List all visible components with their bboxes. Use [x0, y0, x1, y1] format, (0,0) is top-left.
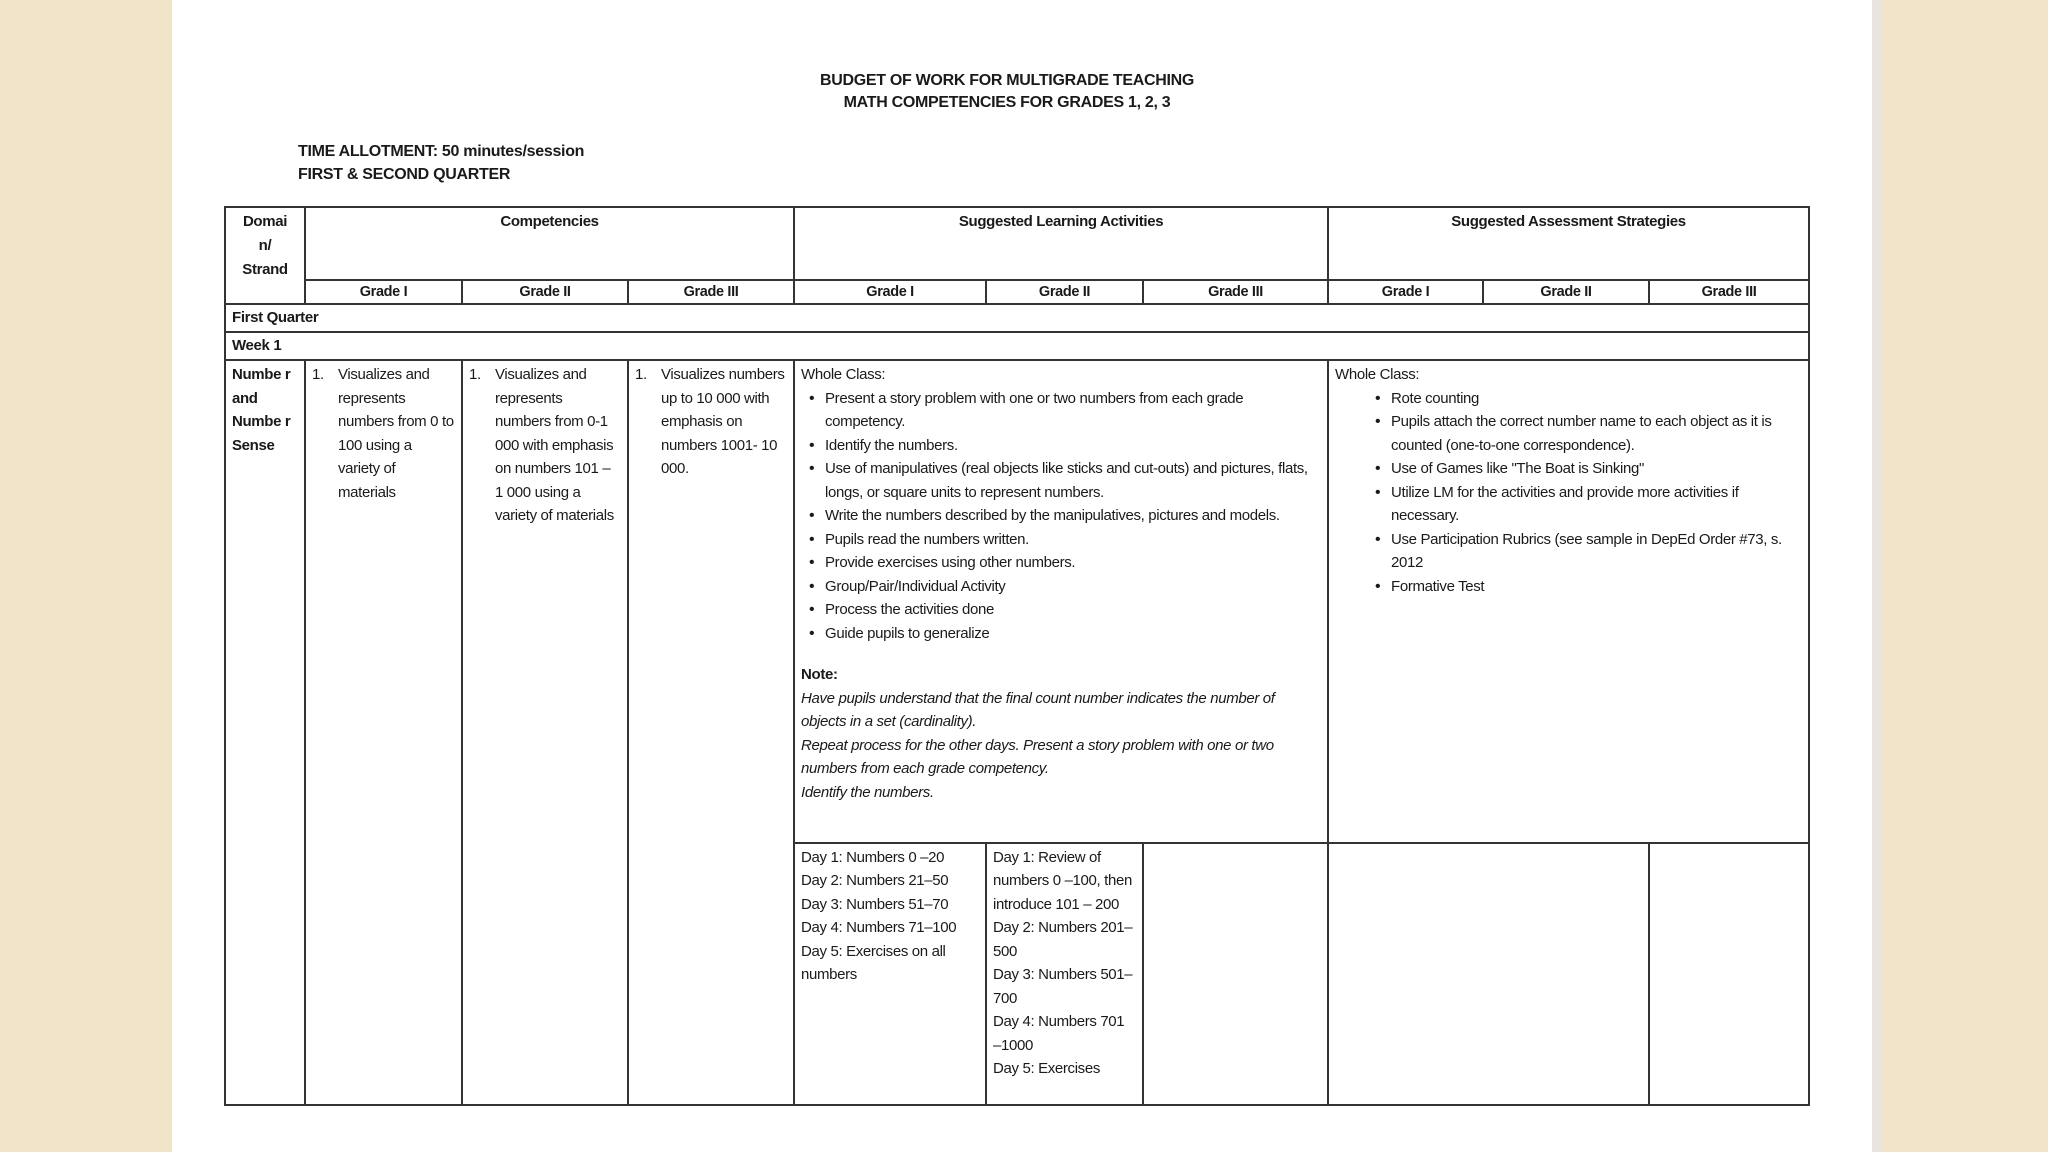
- competency-number: 1.: [635, 366, 647, 384]
- list-item: • Use of Games like "The Boat is Sinking": [1375, 457, 1802, 481]
- header-assessment: Suggested Assessment Strategies: [1328, 207, 1809, 280]
- page-edge: [1872, 0, 1882, 1152]
- day-entry: Day 4: Numbers 71–100: [801, 919, 957, 937]
- list-item: • Use Participation Rubrics (see sample in DepEd Order #73, s. 2012: [1375, 528, 1802, 575]
- day-plan-grade-3: [1143, 843, 1328, 1105]
- list-item: • Pupils read the numbers written.: [809, 528, 1321, 552]
- list-item: • Formative Test: [1375, 575, 1802, 599]
- header-competencies: Competencies: [305, 207, 794, 280]
- day-entry: Day 2: Numbers 201–500: [993, 919, 1133, 960]
- day-entry: Day 5: Exercises on all numbers: [801, 942, 946, 984]
- day-entry: Day 3: Numbers 501–700: [993, 966, 1133, 1007]
- list-item: • Write the numbers described by the manipulatives, pictures and models.: [809, 504, 1321, 528]
- day-plan-grade-1: [794, 843, 986, 1105]
- competency-grade-3: [628, 360, 794, 1105]
- competency-number: 1.: [469, 366, 481, 384]
- list-item: • Rote counting: [1375, 387, 1802, 411]
- first-quarter-row: First Quarter: [225, 304, 1809, 332]
- assessment-heading: Whole Class:: [1335, 366, 1420, 384]
- day-entry: Day 1: Review of numbers 0 –100, then introduce 101 – 200: [993, 848, 1132, 913]
- grade-header: Grade I: [1328, 280, 1483, 304]
- list-item: • Provide exercises using other numbers.: [809, 551, 1321, 575]
- grade-header: Grade II: [986, 280, 1143, 304]
- list-item: • Pupils attach the correct number name to each object as it is counted (one-to-one correspondence).: [1375, 410, 1802, 457]
- activities-list: [801, 387, 1321, 646]
- title-line-1: BUDGET OF WORK FOR MULTIGRADE TEACHING: [819, 72, 1195, 89]
- list-item: • Use of manipulatives (real objects like sticks and cut-outs) and pictures, flats, longs, or square units to represent numbers.: [809, 457, 1321, 504]
- competency-text: Visualizes and represents numbers from 0 to 100 using a variety of materials: [338, 366, 454, 501]
- assessment-blank-cell: [1649, 843, 1809, 1105]
- competency-text: Visualizes numbers up to 10 000 with emphasis on numbers 1001- 10 000.: [661, 366, 785, 478]
- grade-header: Grade III: [1143, 280, 1328, 304]
- title-line-2: MATH COMPETENCIES FOR GRADES 1, 2, 3: [843, 94, 1171, 111]
- list-item: • Present a story problem with one or two numbers from each grade competency.: [809, 387, 1321, 434]
- day-entry: Day 5: Exercises: [993, 1060, 1100, 1078]
- note-text: Identify the numbers.: [801, 783, 934, 801]
- grade-header: Grade III: [1649, 280, 1809, 304]
- day-entry: Day 3: Numbers 51–70: [801, 895, 949, 913]
- list-item: • Group/Pair/Individual Activity: [809, 575, 1321, 599]
- grade-header: Grade I: [305, 280, 462, 304]
- grade-header: Grade I: [794, 280, 986, 304]
- assessment-strategies-cell: [1328, 360, 1809, 842]
- note-text: Have pupils understand that the final count number indicates the number of objects in a set (cardinality).: [801, 689, 1275, 731]
- week-row: Week 1: [225, 332, 1809, 360]
- grade-header: Grade II: [1483, 280, 1649, 304]
- grade-header: Grade II: [462, 280, 628, 304]
- header-domain: Domai n/ Strand: [225, 207, 305, 304]
- quarter-span: FIRST & SECOND QUARTER: [298, 166, 511, 183]
- assessment-blank-cell: [1328, 843, 1649, 1105]
- activities-heading: Whole Class:: [801, 366, 886, 384]
- header-activities: Suggested Learning Activities: [794, 207, 1328, 280]
- grade-header: Grade III: [628, 280, 794, 304]
- competency-grade-2: [462, 360, 628, 1105]
- assessment-list: [1335, 387, 1802, 599]
- domain-cell: Numbe r and Numbe r Sense: [225, 360, 305, 1105]
- document-title: [172, 70, 1842, 114]
- note-text: Repeat process for the other days. Present a story problem with one or two numbers from each grade competency.: [801, 736, 1274, 778]
- time-allotment: TIME ALLOTMENT: 50 minutes/session: [298, 143, 585, 160]
- day-entry: Day 4: Numbers 701 –1000: [993, 1013, 1125, 1054]
- day-plan-grade-2: [986, 843, 1143, 1105]
- list-item: • Guide pupils to generalize: [809, 622, 1321, 646]
- competency-grade-1: [305, 360, 462, 1105]
- list-item: • Identify the numbers.: [809, 434, 1321, 458]
- list-item: • Process the activities done: [809, 598, 1321, 622]
- competency-number: 1.: [312, 366, 324, 384]
- time-allotment-block: [298, 140, 584, 186]
- document-page: [172, 0, 1872, 1152]
- learning-activities-cell: [794, 360, 1328, 842]
- note-label: Note:: [801, 666, 838, 684]
- day-entry: Day 2: Numbers 21–50: [801, 872, 949, 890]
- competency-text: Visualizes and represents numbers from 0-1 000 with emphasis on numbers 101 – 1 000 using a variety of materials: [495, 366, 614, 525]
- budget-of-work-table: [224, 206, 1810, 1106]
- day-entry: Day 1: Numbers 0 –20: [801, 848, 945, 866]
- list-item: • Utilize LM for the activities and provide more activities if necessary.: [1375, 481, 1802, 528]
